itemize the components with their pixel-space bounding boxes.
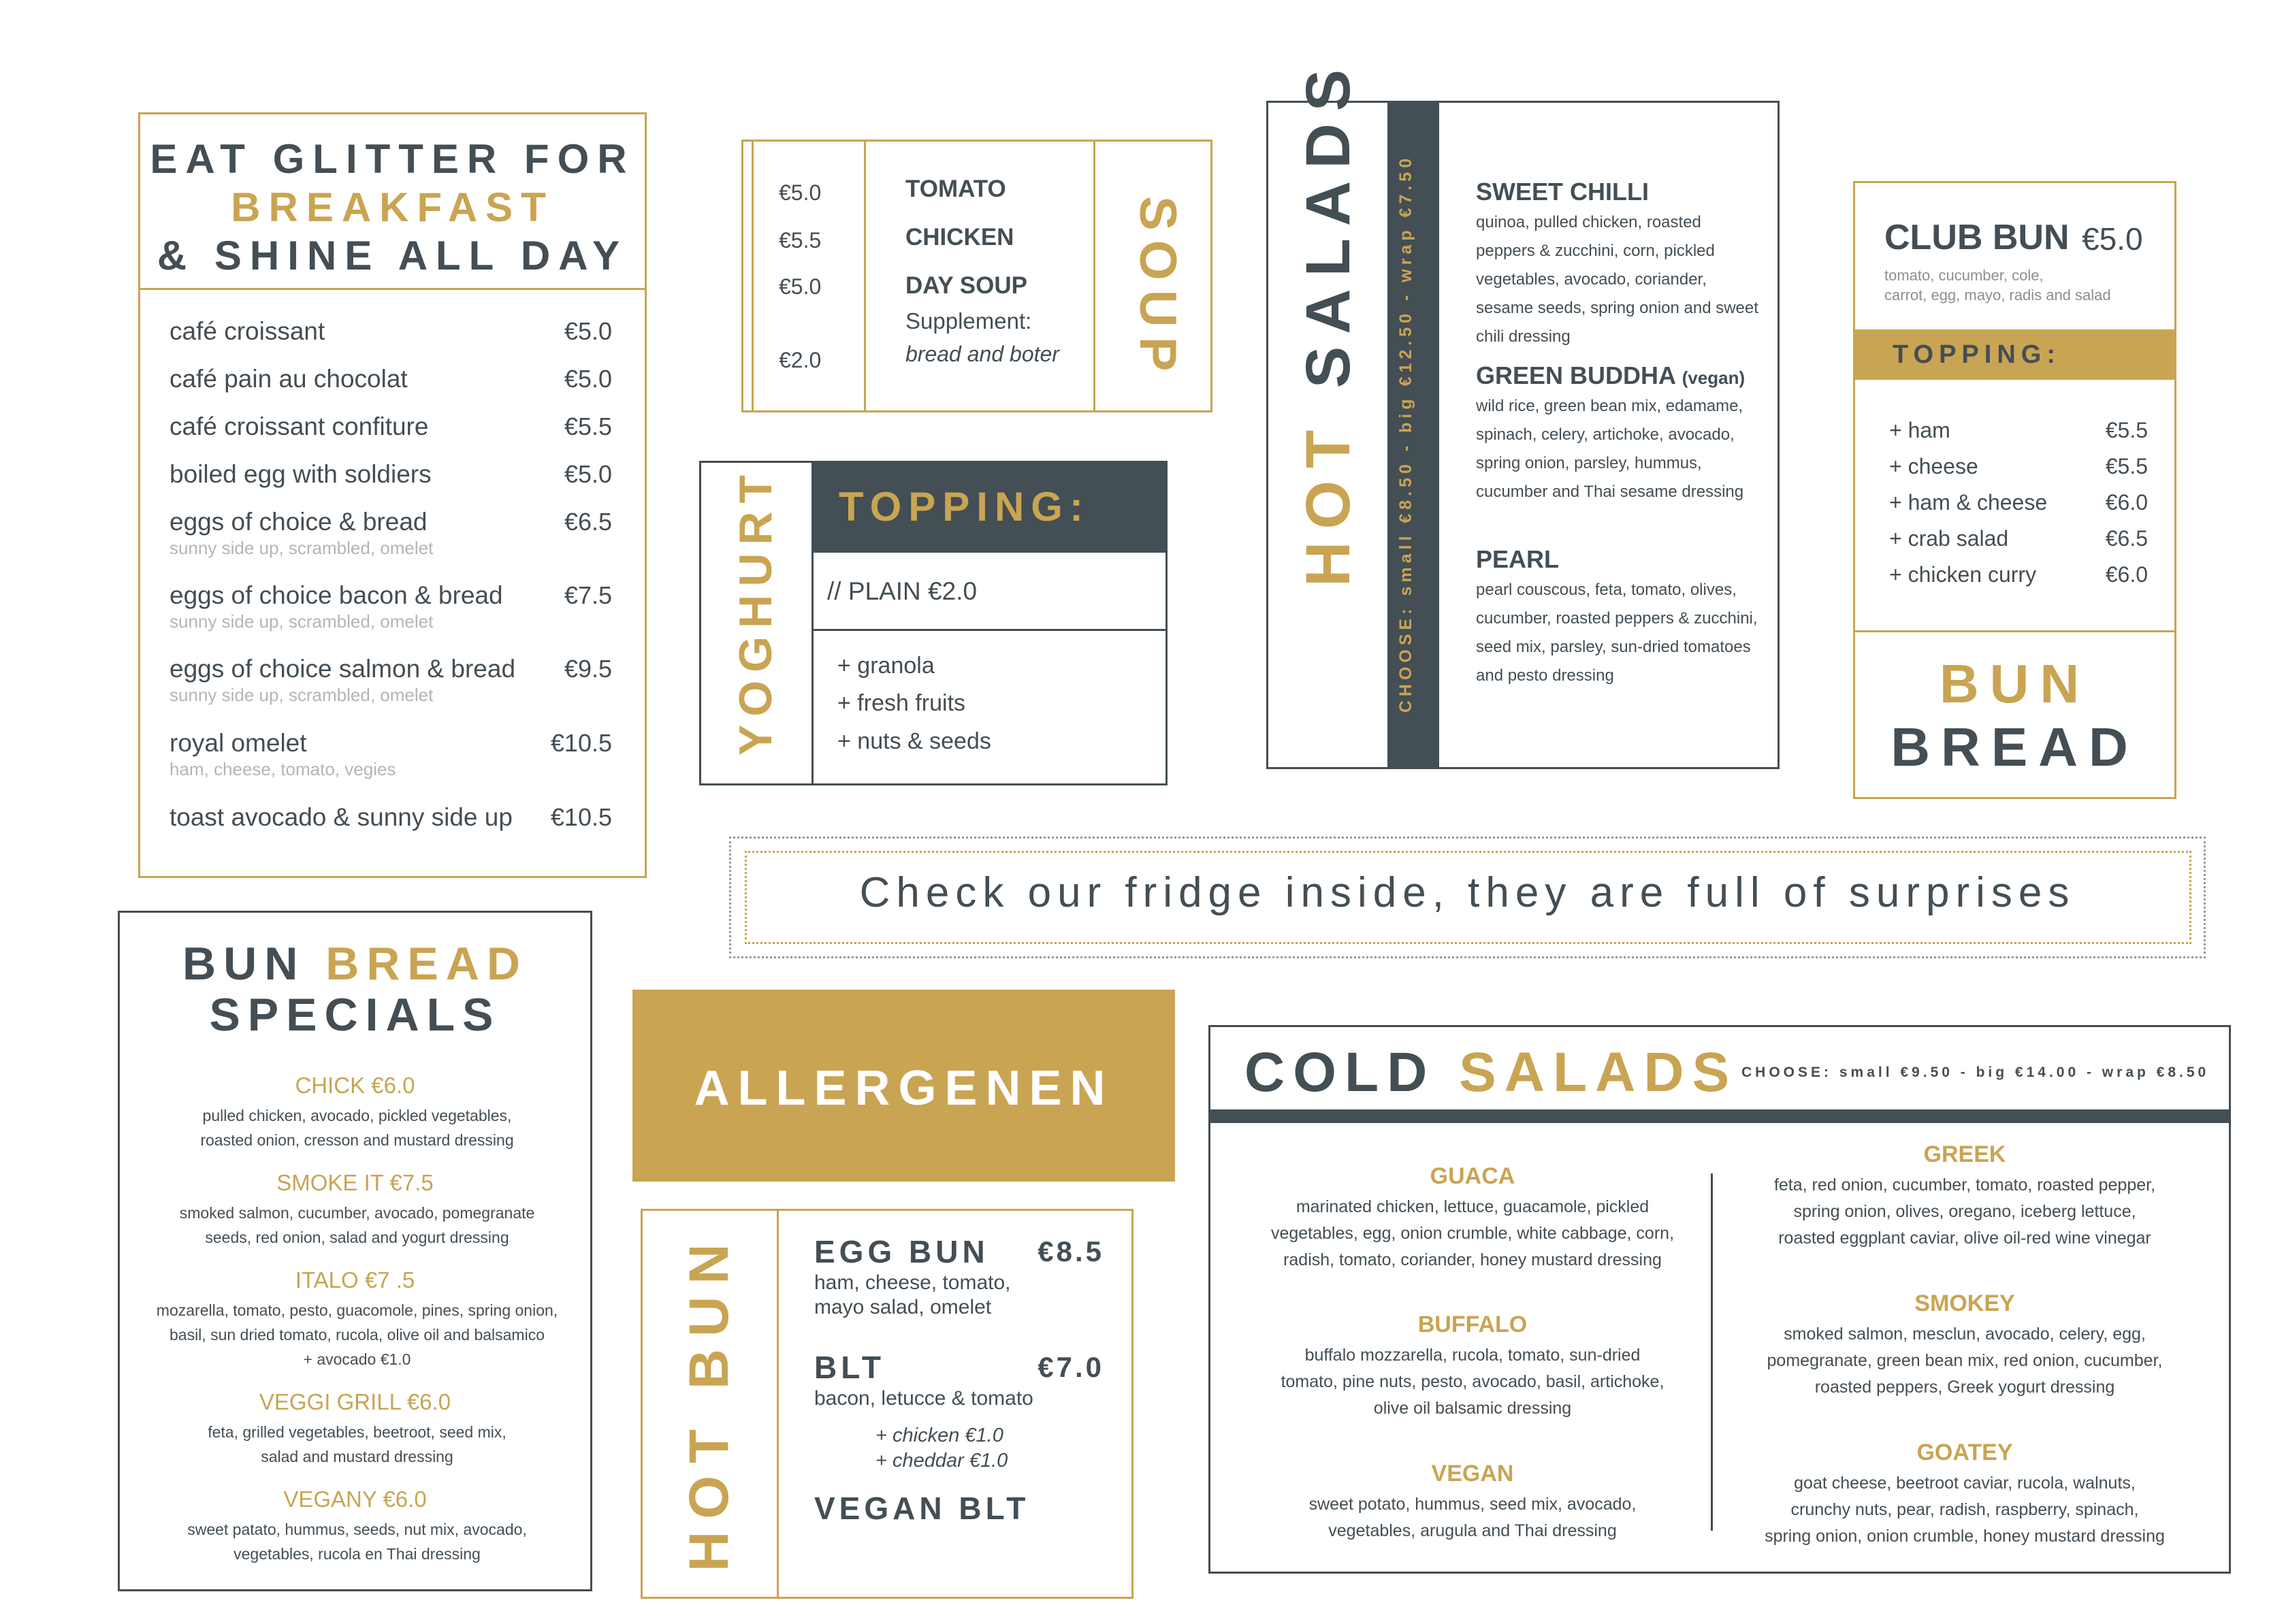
special-desc: sweet patato, hummus, seeds, nut mix, avocado, vegetables, rucola en Thai dressing [187, 1521, 527, 1563]
blt-price: €7.0 [1038, 1351, 1104, 1383]
club-bun-menu [1853, 181, 2176, 799]
soup-price: €2.0 [779, 348, 822, 372]
fridge-text: Check our fridge inside, they are full of surprises [859, 869, 2076, 916]
list-item: café croissant confiture €5.5 [170, 412, 612, 440]
yoghurt-topping-item: + granola [837, 653, 935, 679]
club-bun-desc: tomato, cucumber, cole, [1884, 267, 2044, 284]
cold-salad-desc: smoked salmon, mesclun, avocado, celery, egg, pomegranate, green bean mix, red onion, cucumber, roasted peppers, Greek yogurt dressing [1767, 1325, 2163, 1397]
cold-salads-band [1210, 1109, 2229, 1123]
soup-item: CHICKEN [905, 224, 1014, 250]
hot-salads-title: HOT SALADS [1293, 56, 1363, 587]
hot-salads-choose: CHOOSE: small €8.50 - big €12.50 - wrap €7.50 [1396, 154, 1415, 713]
special-name: ITALO €7 .5 [295, 1267, 415, 1293]
list-item: + ham & cheese €6.0 [1889, 490, 2148, 515]
cold-salad-name: BUFFALO [1417, 1312, 1528, 1337]
cold-salads-menu [1208, 1025, 2231, 1574]
hot-bun-title: HOT BUN [678, 1231, 740, 1572]
breakfast-title-line1: EAT GLITTER FOR [150, 136, 635, 182]
hot-salad-desc: quinoa, pulled chicken, roasted peppers & zucchini, corn, pickled vegetables, avocado, coriander, sesame seeds, spring onion and sweet chili dressing [1476, 213, 1758, 346]
club-bun-price: €5.0 [2082, 221, 2143, 257]
breakfast-title [140, 114, 645, 290]
list-item: + crab salad €6.5 [1889, 526, 2148, 551]
cold-salad-name: VEGAN [1431, 1461, 1514, 1487]
soup-price: €5.0 [779, 274, 822, 299]
specials-title: BUN BREAD [182, 938, 528, 990]
yoghurt-topping-item: + fresh fruits [837, 690, 966, 716]
club-bun-footer-bun: BUN [1939, 653, 2091, 714]
blt-extra: + chicken €1.0 [875, 1425, 1003, 1446]
blt-name: BLT [814, 1350, 886, 1385]
vegan-blt-name: VEGAN BLT [814, 1491, 1030, 1526]
club-bun-name: CLUB BUN [1884, 218, 2070, 257]
cold-salad-desc: goat cheese, beetroot caviar, rucola, walnuts, crunchy nuts, pear, radish, raspberry, spinach, spring onion, onion crumble, honey mustard dressing [1765, 1474, 2165, 1546]
specials-subtitle: SPECIALS [209, 989, 501, 1041]
cold-salad-name: GUACA [1430, 1163, 1515, 1189]
yoghurt-plain: // PLAIN €2.0 [827, 577, 978, 605]
yoghurt-topping-label: TOPPING: [839, 484, 1090, 530]
soup-supplement-text: bread and boter [905, 342, 1059, 366]
divider [864, 142, 866, 410]
list-item: eggs of choice & bread €6.5 sunny side up, scrambled, omelet [170, 508, 612, 558]
cold-salads-title: COLD SALADS [1244, 1041, 1738, 1103]
list-item: eggs of choice salmon & bread €9.5 sunny side up, scrambled, omelet [170, 655, 612, 705]
club-bun-desc: carrot, egg, mayo, radis and salad [1884, 287, 2111, 304]
divider [811, 629, 1168, 631]
special-name: VEGANY €6.0 [283, 1487, 427, 1512]
club-bun-topping-header [1855, 329, 2174, 380]
special-name: VEGGI GRILL €6.0 [259, 1389, 451, 1414]
special-desc: smoked salmon, cucumber, avocado, pomegranate seeds, red onion, salad and yogurt dressing [179, 1204, 535, 1246]
special-name: CHICK €6.0 [295, 1073, 415, 1098]
hot-salad-name: PEARL [1476, 545, 1560, 573]
cold-salad-desc: sweet potato, hummus, seed mix, avocado, vegetables, arugula and Thai dressing [1308, 1495, 1637, 1540]
soup-price: €5.0 [779, 180, 822, 205]
hot-salad-desc: pearl couscous, feta, tomato, olives, cucumber, roasted peppers & zucchini, seed mix, parsley, sun-dried tomatoes and pesto dressing [1476, 581, 1758, 685]
soup-menu [741, 140, 1212, 412]
soup-title: SOUP [1129, 196, 1187, 381]
hot-bun-menu [641, 1209, 1133, 1599]
cold-salads-choose: CHOOSE: small €9.50 - big €14.00 - wrap €8.50 [1741, 1065, 2210, 1080]
list-item: café croissant €5.0 [170, 317, 612, 345]
list-item: + ham €5.5 [1889, 418, 2148, 442]
cold-salad-desc: feta, red onion, cucumber, tomato, roasted pepper, spring onion, olives, oregano, iceberg lettuce, roasted eggplant caviar, olive oil-red wine vinegar [1773, 1175, 2156, 1248]
divider [1093, 142, 1095, 410]
list-item: boiled egg with soldiers €5.0 [170, 460, 612, 488]
soup-price: €5.5 [779, 228, 822, 253]
divider [1711, 1173, 1713, 1531]
yoghurt-topping-item: + nuts & seeds [837, 728, 991, 754]
yoghurt-menu [699, 461, 1168, 785]
allergenen-button[interactable] [632, 990, 1175, 1182]
cold-salad-name: GREEK [1923, 1141, 2006, 1167]
egg-bun-desc: ham, cheese, tomato, mayo salad, omelet [814, 1271, 1011, 1318]
list-item: eggs of choice bacon & bread €7.5 sunny side up, scrambled, omelet [170, 581, 612, 632]
soup-item: DAY SOUP [905, 272, 1027, 299]
yoghurt-title: YOGHURT [730, 467, 782, 756]
hot-salad-name: SWEET CHILLI [1476, 178, 1649, 206]
yoghurt-topping-header [811, 463, 1168, 553]
blt-desc: bacon, letucce & tomato [814, 1387, 1033, 1410]
soup-item: TOMATO [905, 176, 1006, 202]
breakfast-menu [138, 112, 647, 878]
egg-bun-price: €8.5 [1038, 1235, 1104, 1267]
special-desc: feta, grilled vegetables, beetroot, seed mix, salad and mustard dressing [208, 1423, 506, 1465]
list-item: + cheese €5.5 [1889, 454, 2148, 478]
special-desc: pulled chicken, avocado, pickled vegetables, roasted onion, cresson and mustard dressing [200, 1107, 514, 1149]
club-bun-topping-label: TOPPING: [1893, 340, 2061, 369]
divider [1855, 630, 2174, 632]
cold-salad-name: GOATEY [1916, 1440, 2013, 1465]
allergenen-label: ALLERGENEN [694, 1061, 1114, 1116]
hot-salads-menu [1266, 56, 1780, 769]
special-name: SMOKE IT €7.5 [276, 1170, 434, 1195]
list-item: + chicken curry €6.0 [1889, 562, 2148, 587]
egg-bun-name: EGG BUN [814, 1234, 989, 1269]
cold-salad-name: SMOKEY [1914, 1290, 2015, 1316]
divider [777, 1211, 779, 1597]
list-item: toast avocado & sunny side up €10.5 [170, 803, 612, 831]
special-desc: mozarella, tomato, pesto, guacomole, pines, spring onion, basil, sun dried tomato, rucola, olive oil and balsamico + avocado €1.0 [156, 1301, 558, 1368]
breakfast-title-line2: BREAKFAST [231, 184, 554, 230]
list-item: royal omelet €10.5 ham, cheese, tomato, vegies [170, 729, 612, 779]
divider [752, 142, 754, 410]
fridge-banner [729, 837, 2206, 958]
hot-salad-desc: wild rice, green bean mix, edamame, spinach, celery, artichoke, avocado, spring onion, parsley, hummus, cucumber and Thai sesame dressing [1476, 397, 1744, 501]
list-item: café pain au chocolat €5.0 [170, 365, 612, 393]
blt-extra: + cheddar €1.0 [875, 1450, 1008, 1472]
soup-supplement-label: Supplement: [905, 308, 1032, 334]
bun-bread-specials-menu [118, 911, 592, 1591]
cold-salad-desc: buffalo mozzarella, rucola, tomato, sun-dried tomato, pine nuts, pesto, avocado, basil, artichoke, olive oil balsamic dressing [1281, 1346, 1664, 1418]
breakfast-title-line3: & SHINE ALL DAY [157, 233, 628, 278]
cold-salad-desc: marinated chicken, lettuce, guacamole, pickled vegetables, egg, onion crumble, white cabbage, corn, radish, tomato, coriander, honey mustard dressing [1270, 1197, 1675, 1269]
hot-salad-name: GREEN BUDDHA (vegan) [1476, 361, 1746, 389]
club-bun-footer-bread: BREAD [1891, 717, 2139, 777]
